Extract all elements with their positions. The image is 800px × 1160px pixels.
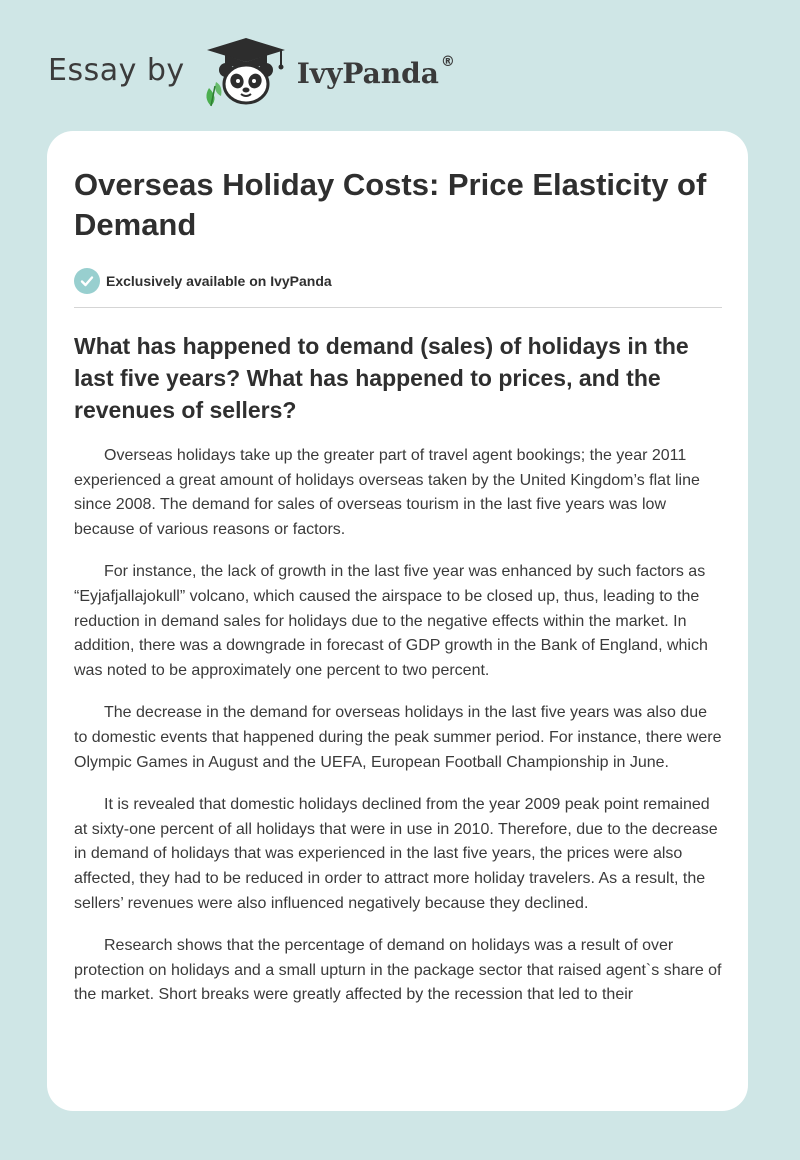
registered-mark: ® <box>440 54 455 71</box>
exclusive-badge <box>74 267 722 295</box>
article-body <box>74 444 722 1008</box>
brand-name: IvyPanda ® <box>296 54 455 90</box>
paragraph: It is revealed that domestic holidays declined from the year 2009 peak point remained at sixty-one percent of all holidays that were in use in 2010. Therefore, due to the decrease in demand of holidays that was experienced in the last five years, the prices were also affected, they had to be reduced in order to attract more holiday travelers. As a result, the sellers’ revenues were also influenced negatively because they declined. <box>74 796 718 912</box>
site-header <box>48 36 508 108</box>
badge-text: Exclusively available on IvyPanda <box>106 273 332 289</box>
brand-prefix: Essay by <box>48 52 185 88</box>
article-card <box>47 131 748 1111</box>
paragraph: The decrease in the demand for overseas holidays in the last five years was also due to domestic events that happened during the peak summer period. For instance, there were Olympic Games in August and the UEFA, European Football Championship in June. <box>74 704 722 771</box>
paragraph: For instance, the lack of growth in the last five year was enhanced by such factors as “Eyjafjallajokull” volcano, which caused the airspace to be closed up, thus, leading to the reduction in demand sales for holidays due to the negative effects within the market. In addition, there was a downgrade in forecast of GDP growth in the Bank of England, which was noted to be approximately one percent to two percent. <box>74 563 708 679</box>
check-icon <box>74 268 100 294</box>
divider <box>74 307 722 308</box>
panda-logo-icon[interactable] <box>201 36 291 108</box>
paragraph: Research shows that the percentage of demand on holidays was a result of over protection on holidays and a small upturn in the package sector that raised agent`s share of the market. Short breaks were greatly affected by the recession that led to their <box>74 937 722 1004</box>
article-title: Overseas Holiday Costs: Price Elasticity of Demand <box>74 167 707 242</box>
section-heading: What has happened to demand (sales) of holidays in the last five years? What has happened to prices, and the revenues of sellers? <box>74 333 689 423</box>
paragraph: Overseas holidays take up the greater part of travel agent bookings; the year 2011 experienced a great amount of holidays overseas taken by the United Kingdom’s flat line since 2008. The demand for sales of overseas tourism in the last five years was low because of various reasons or factors. <box>74 447 700 538</box>
